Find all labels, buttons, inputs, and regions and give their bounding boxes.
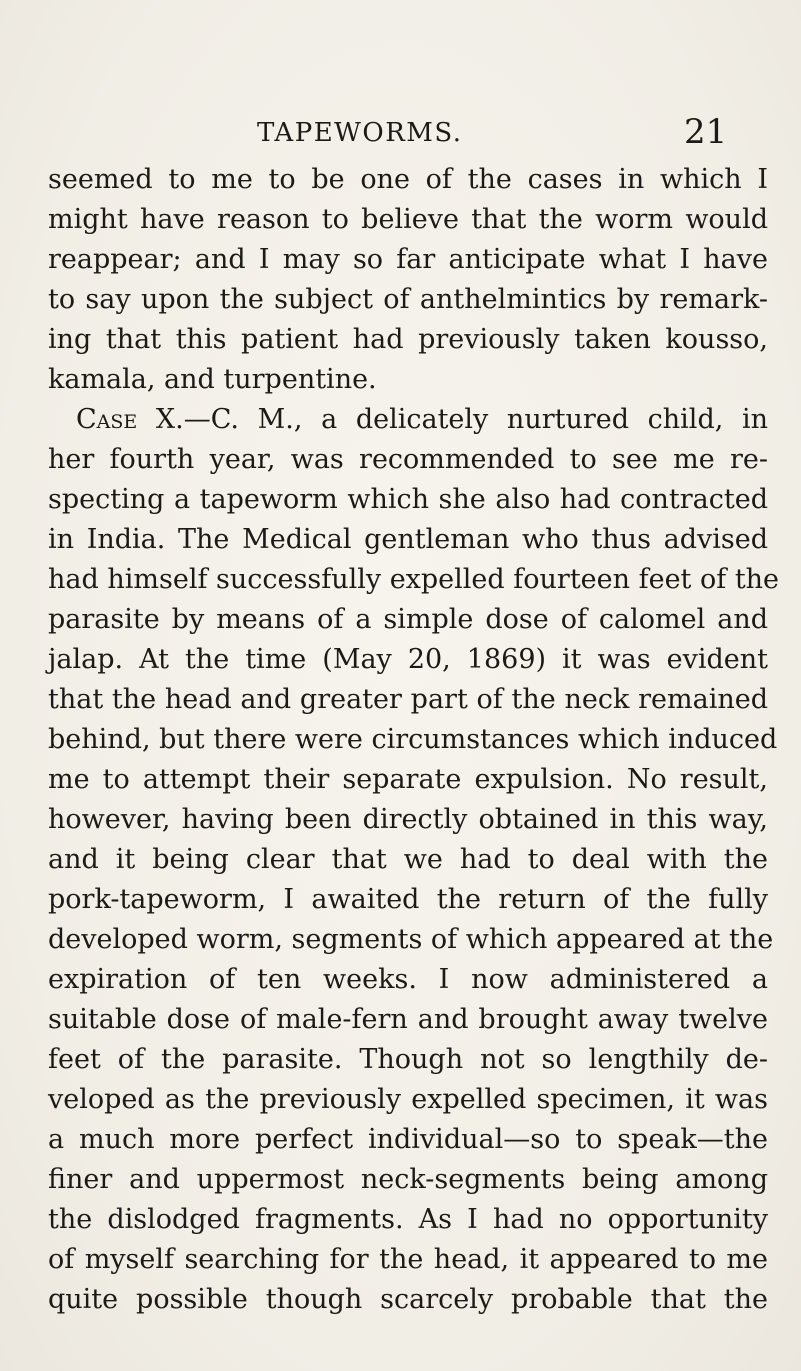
text-line: in India. The Medical gentleman who thus advised [48,524,768,555]
text-line: developed worm, segments of which appeared at the [48,924,774,955]
text-line: parasite by means of a simple dose of calomel and [48,604,768,635]
text-line: seemed to me to be one of the cases in which I [48,164,768,195]
case-heading-line [48,400,768,440]
text-line: me to attempt their separate expulsion. No result, [48,764,768,795]
text-line: veloped as the previously expelled specimen, it was [48,1084,768,1115]
text-line: however, having been directly obtained in this way, [48,804,768,835]
page-header [0,112,801,152]
case-label: Case [76,404,138,435]
text-line: behind, but there were circumstances which induced [48,724,778,755]
text-line: feet of the parasite. Though not so lengthily de- [48,1044,768,1075]
text-line: had himself successfully expelled fourteen feet of the [48,564,780,595]
text-line: expiration of ten weeks. I now administered a [48,964,768,995]
case-line-text: X.—C. M., a delicately nurtured child, in [155,404,768,435]
text-line: the dislodged fragments. As I had no opportunity [48,1204,768,1235]
text-line: her fourth year, was recommended to see me re- [48,444,768,475]
text-line: to say upon the subject of anthelmintics by remark- [48,284,768,315]
text-line: jalap. At the time (May 20, 1869) it was evident [48,644,768,675]
body-text [48,160,780,1320]
text-line: reappear; and I may so far anticipate what I have [48,244,768,275]
text-line: a much more perfect individual—so to speak—the [48,1124,768,1155]
text-line: might have reason to believe that the worm would [48,204,768,235]
text-line: and it being clear that we had to deal with the [48,844,768,875]
running-head: TAPEWORMS. [257,118,463,148]
page-number: 21 [684,112,728,152]
text-line: that the head and greater part of the neck remained [48,684,768,715]
text-line: quite possible though scarcely probable that the [48,1284,768,1315]
text-line: pork-tapeworm, I awaited the return of the fully [48,884,768,915]
text-line: specting a tapeworm which she also had contracted [48,484,768,515]
text-line: ing that this patient had previously taken kousso, [48,324,768,355]
text-line: kamala, and turpentine. [48,364,377,395]
text-line: of myself searching for the head, it appeared to me [48,1244,768,1275]
text-line: finer and uppermost neck-segments being among [48,1164,768,1195]
text-line: suitable dose of male-fern and brought away twelve [48,1004,768,1035]
